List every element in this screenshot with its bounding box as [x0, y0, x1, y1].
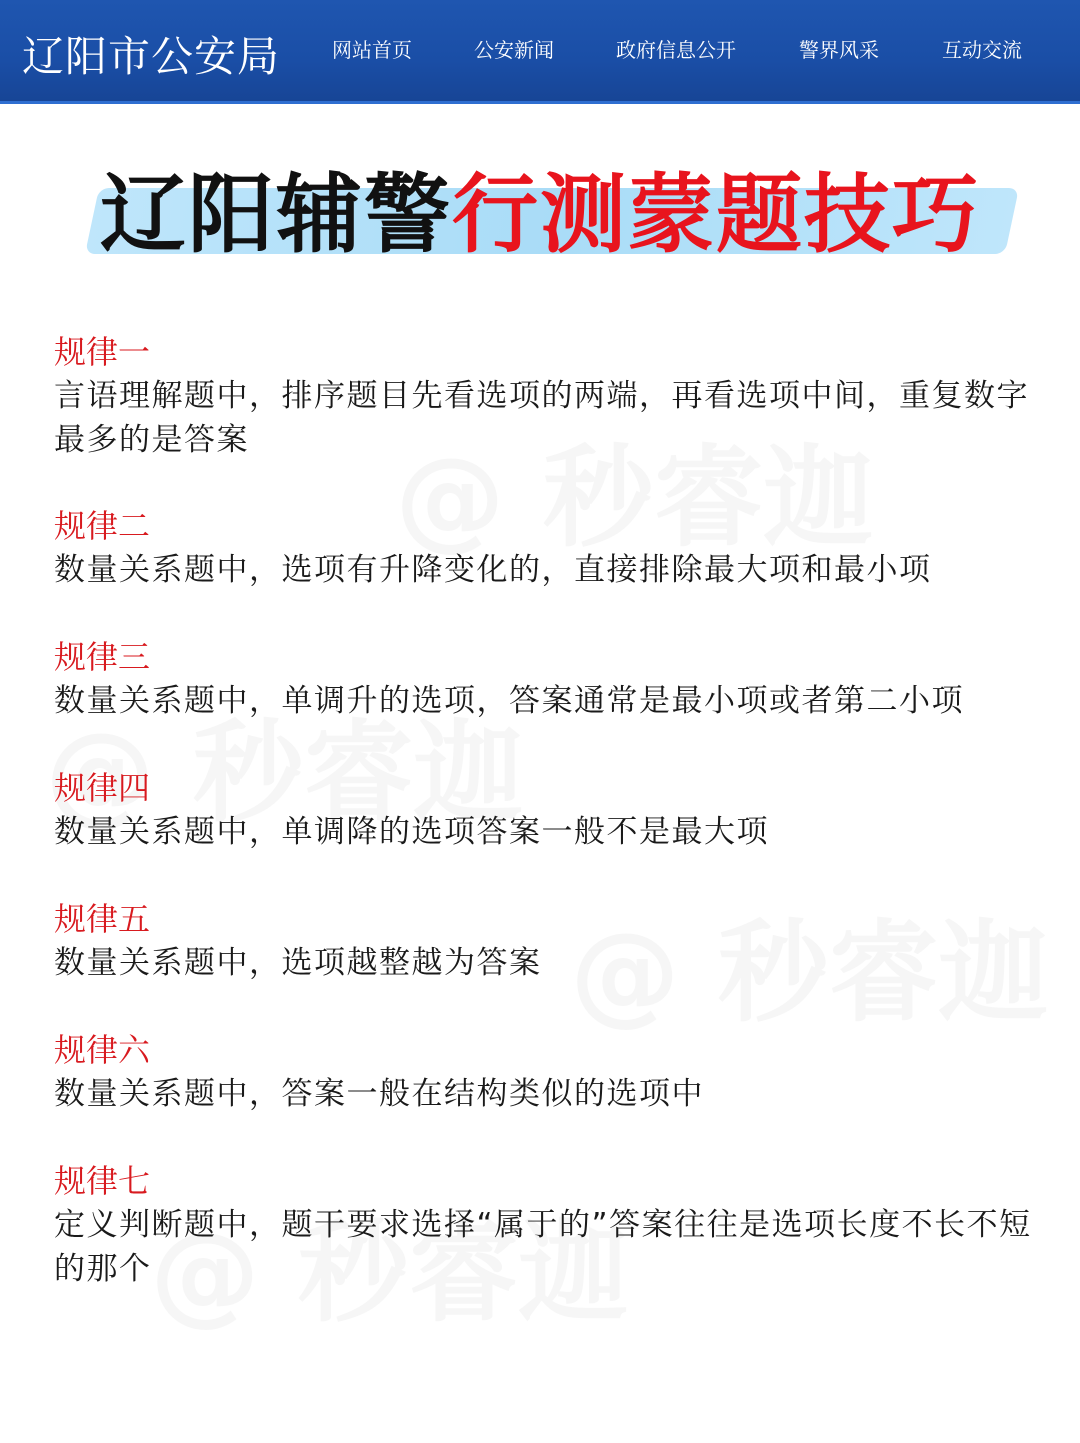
- rule-title: 规律六: [54, 1031, 151, 1069]
- rule-title: 规律七: [54, 1162, 151, 1200]
- nav-police-style[interactable]: 警界风采: [799, 38, 879, 62]
- nav-home[interactable]: 网站首页: [332, 38, 412, 62]
- nav-police-news[interactable]: 公安新闻: [474, 38, 554, 62]
- rule-title: 规律五: [54, 900, 151, 938]
- rule-item: [54, 897, 1034, 985]
- page-title: [0, 145, 1080, 269]
- page-title-red: 行测蒙题技巧: [452, 165, 980, 265]
- rule-text: 定义判断题中，题干要求选择“属于的”答案往往是选项长度不长不短的那个: [54, 1207, 1032, 1287]
- rule-item: [54, 1159, 1034, 1291]
- rule-title: 规律二: [54, 507, 151, 545]
- rule-text: 言语理解题中，排序题目先看选项的两端，再看选项中间，重复数字最多的是答案: [54, 378, 1029, 458]
- rule-item: [54, 330, 1034, 462]
- rule-title: 规律四: [54, 769, 151, 807]
- nav-interaction[interactable]: 互动交流: [942, 38, 1022, 62]
- nav-gov-info[interactable]: 政府信息公开: [616, 38, 736, 62]
- top-nav: [0, 34, 1080, 64]
- page-title-black: 辽阳辅警: [100, 165, 452, 265]
- rule-item: [54, 766, 1034, 854]
- rule-text: 数量关系题中，答案一般在结构类似的选项中: [54, 1076, 704, 1112]
- rule-item: [54, 635, 1034, 723]
- rule-title: 规律三: [54, 638, 151, 676]
- rule-text: 数量关系题中，选项有升降变化的，直接排除最大项和最小项: [54, 552, 932, 588]
- rule-item: [54, 1028, 1034, 1116]
- rule-text: 数量关系题中，单调降的选项答案一般不是最大项: [54, 814, 769, 850]
- rule-title: 规律一: [54, 333, 151, 371]
- rule-item: [54, 504, 1034, 592]
- rule-text: 数量关系题中，单调升的选项，答案通常是最小项或者第二小项: [54, 683, 964, 719]
- rule-text: 数量关系题中，选项越整越为答案: [54, 945, 542, 981]
- site-header: [0, 0, 1080, 104]
- site-title[interactable]: 辽阳市公安局: [22, 32, 281, 81]
